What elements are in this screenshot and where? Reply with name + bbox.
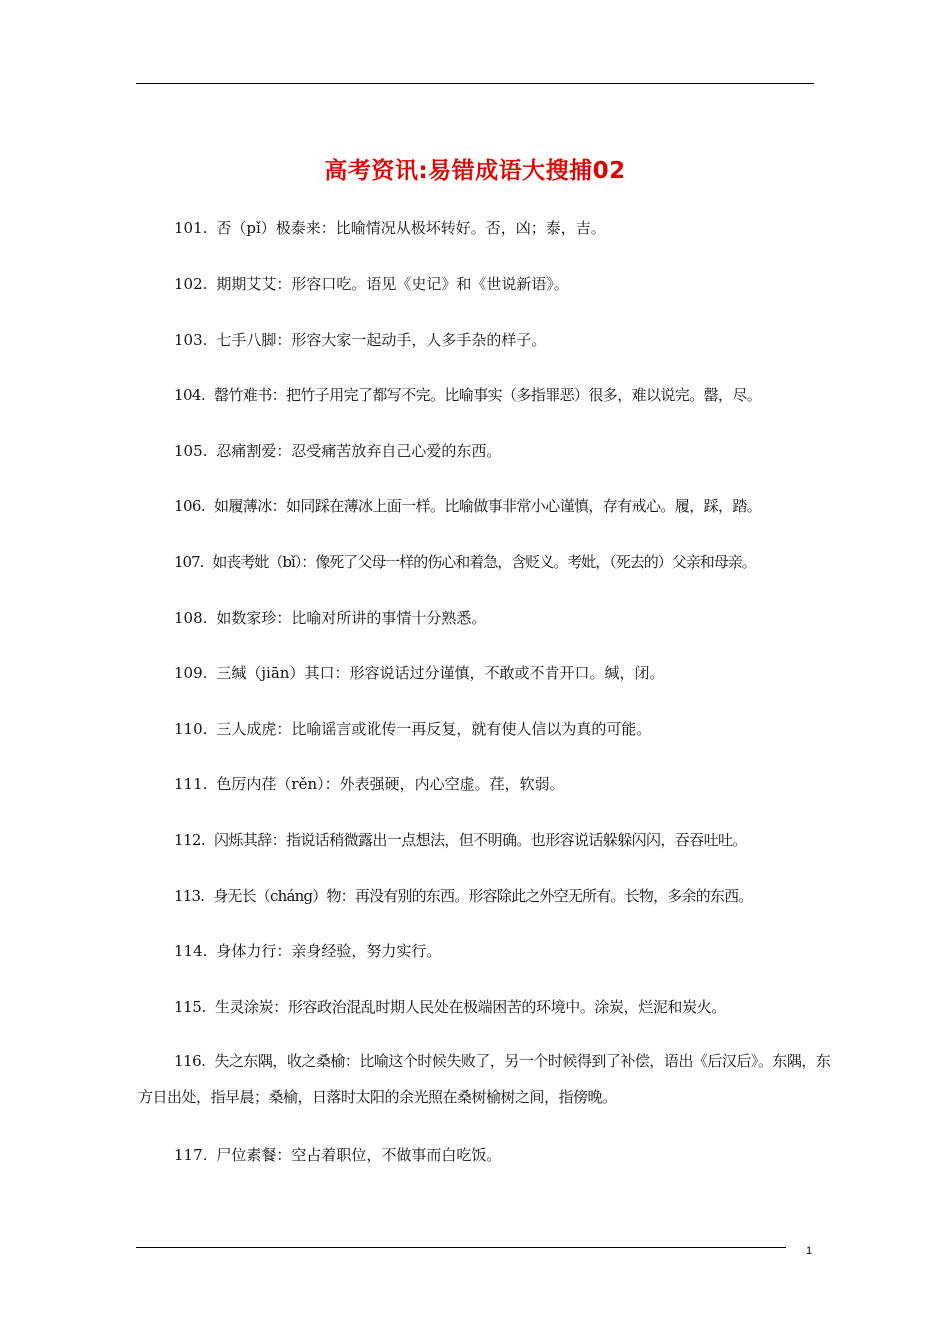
entry-number: 116. — [174, 1052, 206, 1070]
idiom-entry — [174, 385, 761, 405]
entry-number: 102. — [174, 275, 208, 293]
entry-number: 106. — [174, 497, 205, 515]
entry-number: 113. — [174, 887, 205, 905]
entry-text: 如数家珍：比喻对所讲的事情十分熟悉。 — [216, 609, 487, 627]
entry-text: 忍痛割爱：忍受痛苦放弃自己心爱的东西。 — [216, 442, 502, 460]
entry-text: 闪烁其辞：指说话稍微露出一点想法，但不明确。也形容说话躲躲闪闪，吞吞吐吐。 — [214, 831, 747, 849]
idiom-entry — [174, 663, 664, 683]
idiom-entry — [174, 997, 726, 1017]
idiom-entry — [174, 274, 569, 294]
entry-text: 生灵涂炭：形容政治混乱时期人民处在极端困苦的环境中。涂炭，烂泥和炭火。 — [214, 998, 726, 1016]
entry-text: 尸位素餐：空占着职位，不做事而白吃饭。 — [216, 1146, 502, 1164]
idiom-entry — [174, 608, 486, 628]
footer-rule — [136, 1247, 786, 1248]
entry-text: 期期艾艾：形容口吃。语见《史记》和《世说新语》。 — [216, 275, 569, 293]
entry-text: 身无长（cháng）物：再没有别的东西。形容除此之外空无所有。长物，多余的东西。 — [213, 887, 753, 905]
idiom-entry — [174, 330, 546, 350]
entry-number: 112. — [174, 831, 205, 849]
entry-number: 101. — [174, 219, 208, 237]
entry-number: 107. — [174, 553, 204, 571]
idiom-entry — [174, 719, 651, 739]
entry-text: 否（pǐ）极泰来：比喻情况从极坏转好。否，凶；泰，吉。 — [216, 219, 606, 237]
entry-text: 三缄（jiān）其口：形容说话过分谨慎，不敢或不肯开口。缄，闭。 — [216, 664, 665, 682]
entry-text: 三人成虎：比喻谣言或讹传一再反复，就有使人信以为真的可能。 — [216, 720, 652, 738]
entry-number: 110. — [174, 720, 208, 738]
entry-number: 114. — [174, 942, 208, 960]
page-number: 1 — [806, 1245, 813, 1257]
entry-text: 如履薄冰：如同踩在薄冰上面一样。比喻做事非常小心谨慎，存有戒心。履，踩，踏。 — [214, 497, 762, 515]
entry-number: 104. — [174, 386, 205, 404]
idiom-entry — [174, 218, 606, 238]
header-rule — [136, 83, 814, 84]
idiom-entry — [174, 1145, 501, 1165]
entry-text: 失之东隅，收之桑榆：比喻这个时候失败了，另一个时候得到了补偿，语出《后汉后》。东隅，东方日出处，指早晨；桑榆，日落时太阳的余光照在桑树榆树之间，指傍晚。 — [138, 1052, 831, 1106]
entry-text: 七手八脚：形容大家一起动手，人多手杂的样子。 — [216, 331, 547, 349]
entry-number: 103. — [174, 331, 208, 349]
idiom-entry — [174, 552, 756, 572]
idiom-entry — [174, 941, 441, 961]
entry-number: 109. — [174, 664, 208, 682]
idiom-entry — [138, 1043, 838, 1115]
entry-number: 111. — [174, 775, 208, 793]
idiom-entry — [174, 496, 761, 516]
entry-text: 身体力行：亲身经验，努力实行。 — [216, 942, 442, 960]
idiom-entry — [174, 830, 747, 850]
entry-number: 108. — [174, 609, 208, 627]
entry-number: 117. — [174, 1146, 208, 1164]
idiom-entry — [174, 886, 752, 906]
entry-number: 115. — [174, 998, 206, 1016]
entry-text: 色厉内荏（rěn）：外表强硬，内心空虚。荏，软弱。 — [216, 775, 565, 793]
entry-text: 罄竹难书：把竹子用完了都写不完。比喻事实（多指罪恶）很多，难以说完。罄，尽。 — [214, 386, 762, 404]
idiom-entry — [174, 441, 501, 461]
entry-text: 如丧考妣（bǐ）：像死了父母一样的伤心和着急，含贬义。考妣，（死去的）父亲和母亲。 — [212, 553, 756, 571]
idiom-entry — [174, 774, 565, 794]
entry-number: 105. — [174, 442, 208, 460]
document-title: 高考资讯:易错成语大搜捕02 — [324, 158, 626, 184]
